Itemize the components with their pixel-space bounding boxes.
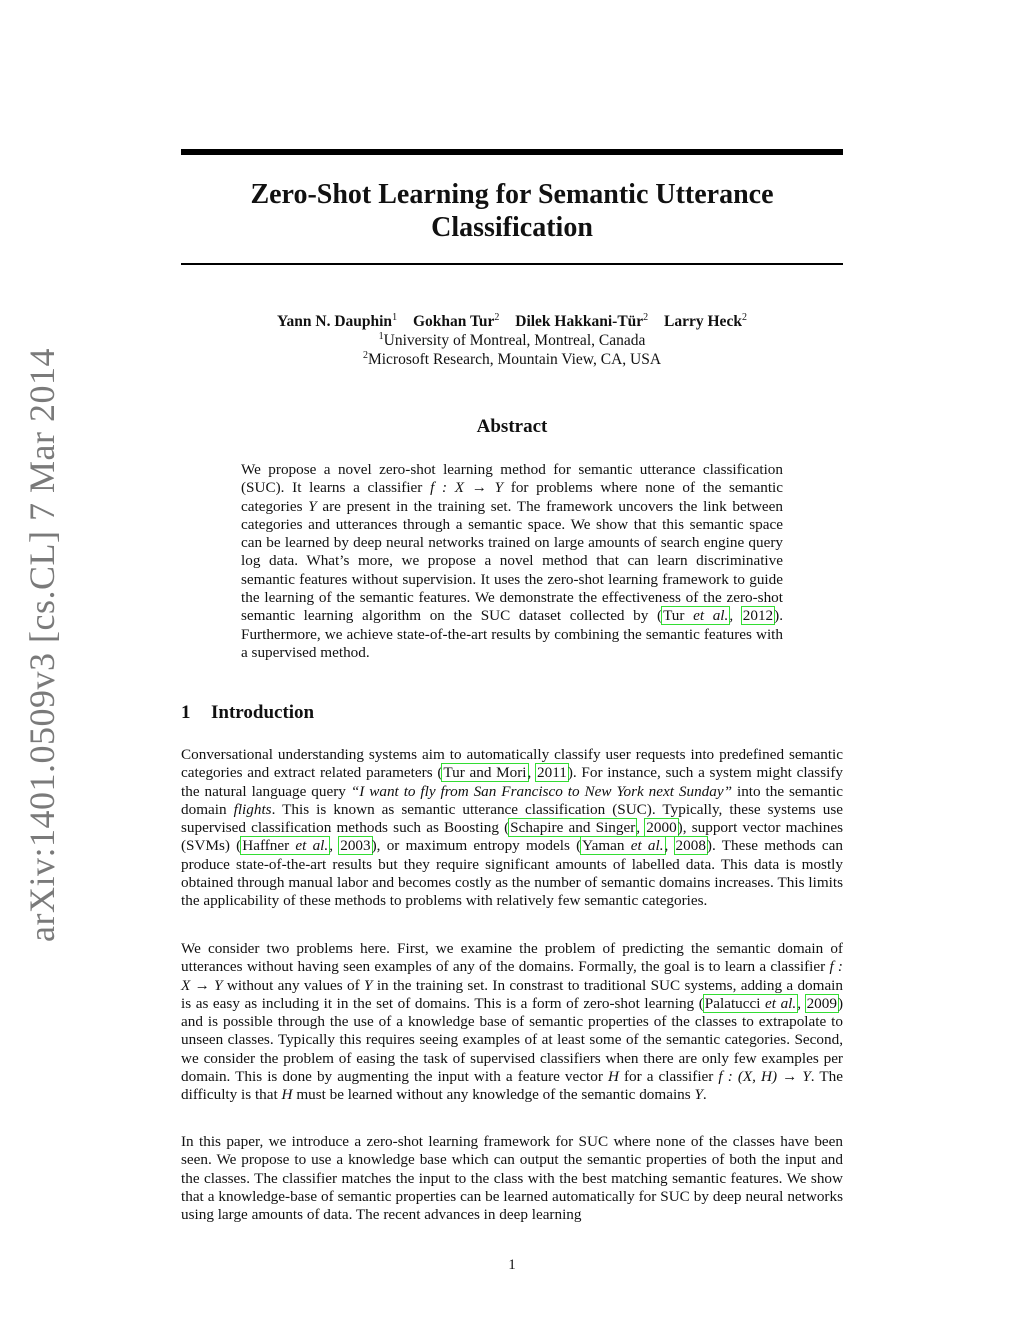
citation-year-link[interactable]: 2009 xyxy=(806,994,837,1012)
page-number: 1 xyxy=(508,1257,516,1273)
citation-link[interactable]: Tur et al. xyxy=(663,607,729,625)
citation-link[interactable]: Yaman et al. xyxy=(582,837,664,855)
author-block xyxy=(181,312,843,369)
title-bottom-rule xyxy=(181,263,843,265)
paper-title xyxy=(181,178,843,244)
title-top-rule xyxy=(181,149,843,155)
author: Dilek Hakkani-Tür$^2$ xyxy=(515,312,649,330)
citation-year-link[interactable]: 2012 xyxy=(742,607,774,625)
citation-link[interactable]: Tur and Mori xyxy=(443,764,527,782)
affiliation: $^2$Microsoft Research, Mountain View, CA, USA xyxy=(362,350,662,368)
paragraph: We consider two problems here. First, we examine the problem of predicting the semantic domain of utterances without having seen examples of any of the domains. Formally, the goal is to learn a classifier f : X → Y without any values of Y in the training set. In constrast to traditional SUC systems, adding a domain is as easy as including it in the set of domains. This is a form of zero-shot learning (Palatucci et al., 2009) and is possible through the use of a knowledge base of semantic properties of the classes to extrapolate to unseen classes. Typically this requires seeing examples of at least some of the semantic categories. Second, we consider the problem of easing the task of supervised classifiers when there are only few examples per domain. This is done by augmenting the input with a feature vector H for a classifier f : (X, H) → Y. The difficulty is that H must be learned without any knowledge of the semantic domains Y. xyxy=(181,940,844,1104)
citation-link[interactable]: Palatucci et al. xyxy=(704,994,797,1012)
citation-year-link[interactable]: 2008 xyxy=(675,837,706,855)
author: Larry Heck$^2$ xyxy=(664,312,747,330)
author: Gokhan Tur$^2$ xyxy=(412,312,500,330)
section-heading: 1 Introduction xyxy=(181,702,315,723)
title-line-1: Zero-Shot Learning for Semantic Utterance xyxy=(250,179,774,210)
affiliation: $^1$University of Montreal, Montreal, Canada xyxy=(378,331,646,349)
paragraph: In this paper, we introduce a zero-shot learning framework for SUC where none of the classes have been seen. We propose to use a knowledge base which can output the semantic properties of both the input and the classes. The classifier matches the input to the class with the best matching semantic features. We show that a knowledge-base of semantic properties can be learned automatically for SUC by deep neural networks using large amounts of data. The recent advances in deep learning xyxy=(181,1133,843,1224)
citation-link[interactable]: Schapire and Singer xyxy=(510,819,636,837)
citation-year-link[interactable]: 2011 xyxy=(537,764,567,782)
citation-year-link[interactable]: 2003 xyxy=(340,837,371,855)
arxiv-identifier: arXiv:1401.0509v3 [cs.CL] 7 Mar 2014 xyxy=(22,348,62,942)
abstract-heading: Abstract xyxy=(476,416,548,437)
citation-year-link[interactable]: 2000 xyxy=(646,819,677,837)
title-line-2: Classification xyxy=(431,212,593,243)
paragraph: Conversational understanding systems aim to automatically classify user requests into predefined semantic categories and extract related parameters (Tur and Mori, 2011). For instance, such a system might classify the natural language query “I want to fly from San Francisco to New York next Sunday” into the semantic domain flights. This is known as semantic utterance classification (SUC). Typically, these systems use supervised classification methods such as Boosting (Schapire and Singer, 2000), support vector machines (SVMs) (Haffner et al., 2003), or maximum entropy models (Yaman et al., 2008). These methods can produce state-of-the-art results but they require significant amounts of labelled data. This data is mostly obtained through manual labor and becomes costly as the number of semantic domains increases. This limits the applicability of these methods to problems with relatively few semantic categories. xyxy=(181,746,843,910)
author: Yann N. Dauphin$^1$ xyxy=(277,312,398,330)
author-names xyxy=(181,312,843,331)
citation-link[interactable]: Haffner et al. xyxy=(242,837,329,855)
abstract-body: We propose a novel zero-shot learning method for semantic utterance classification (SUC). It learns a classifier f : X → Y for problems where none of the semantic categories Y are present in the training set. The framework uncovers the link between categories and utterances through a semantic space. We show that this semantic space can be learned by deep neural networks trained on large amounts of search engine query log data. What’s more, we propose a novel method that can learn discriminative semantic features without supervision. It uses the zero-shot learning framework to guide the learning of the semantic features. We demonstrate the effectiveness of the zero-shot semantic learning algorithm on the SUC dataset collected by (Tur et al., 2012). Furthermore, we achieve state-of-the-art results by combining the semantic features with a supervised method. xyxy=(241,461,783,661)
